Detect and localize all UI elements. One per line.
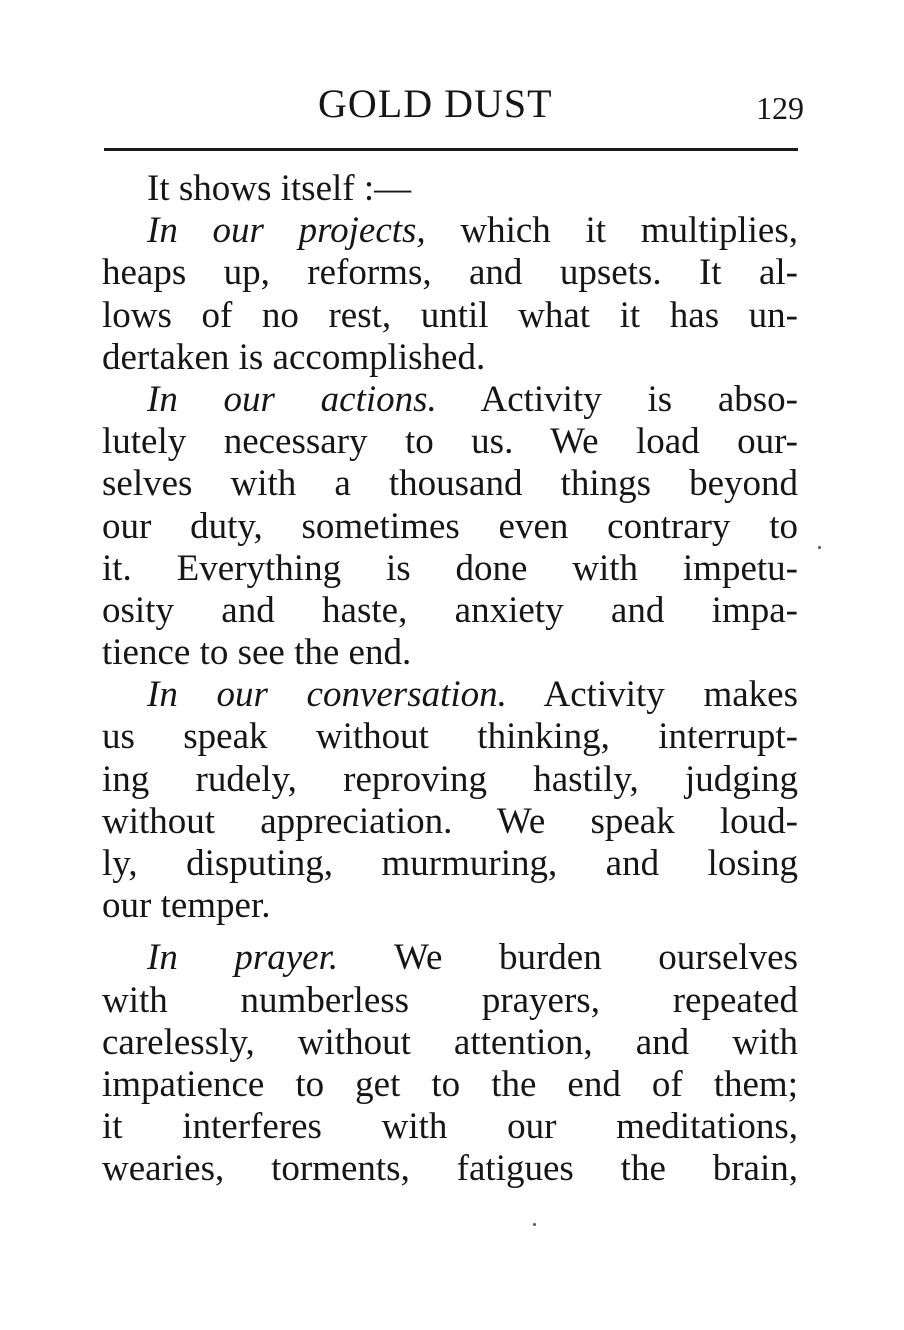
running-title: GOLD DUST [318,81,553,126]
actions-line-1-text: Activity is abso- [436,378,798,420]
running-head [104,78,804,134]
intro-text: It shows itself :— [147,168,412,209]
projects-line-1-text: which it multiplies, [425,210,798,252]
conversation-line-6: our temper. [102,885,271,927]
conversation-line-3: ing rudely, reproving hastily, judging [102,758,798,800]
projects-line-4: dertaken is accomplished. [102,336,486,378]
prayer-line-6: wearies, torments, fatigues the brain, [102,1148,798,1190]
paragraph-gap [102,927,798,937]
projects-line-3: lows of no rest, until what it has un- [102,294,798,336]
conversation-line-2: us speak without thinking, interrupt- [102,716,798,758]
actions-line-4: our duty, sometimes even contrary to [102,505,798,547]
prayer-line-3: carelessly, without attention, and with [102,1021,798,1063]
actions-line-1 [102,379,798,421]
scan-speck [818,546,821,549]
header-rule [104,148,798,151]
prayer-line-1-text: We burden ourselves [338,937,798,979]
conversation-line-4: without appreciation. We speak loud- [102,800,798,842]
prayer-line-4: impatience to get to the end of them; [102,1063,798,1105]
actions-line-7: tience to see the end. [102,632,412,674]
prayer-line-5: it interferes with our meditations, [102,1106,798,1148]
projects-line-1 [102,210,798,252]
actions-line-3: selves with a thousand things beyond [102,463,798,505]
prayer-heading: In prayer. [147,937,339,979]
page-number: 129 [756,90,804,126]
prayer-line-1 [102,937,798,979]
body-text [102,168,798,1191]
scan-speck [533,1223,536,1226]
actions-line-6: osity and haste, anxiety and impa- [102,589,798,631]
actions-line-5: it. Everything is done with impetu- [102,547,798,589]
conversation-heading: In our conversation. [147,674,507,716]
conversation-line-1 [102,674,798,716]
conversation-line-1-text: Activity makes [506,674,798,716]
actions-line-2: lutely necessary to us. We load our- [102,421,798,463]
prayer-line-2: with numberless prayers, repeated [102,979,798,1021]
projects-line-2: heaps up, reforms, and upsets. It al- [102,252,798,294]
actions-heading: In our actions. [147,378,437,420]
conversation-line-5: ly, disputing, murmuring, and losing [102,843,798,884]
intro-line [102,168,798,210]
projects-heading: In our projects, [147,210,426,252]
